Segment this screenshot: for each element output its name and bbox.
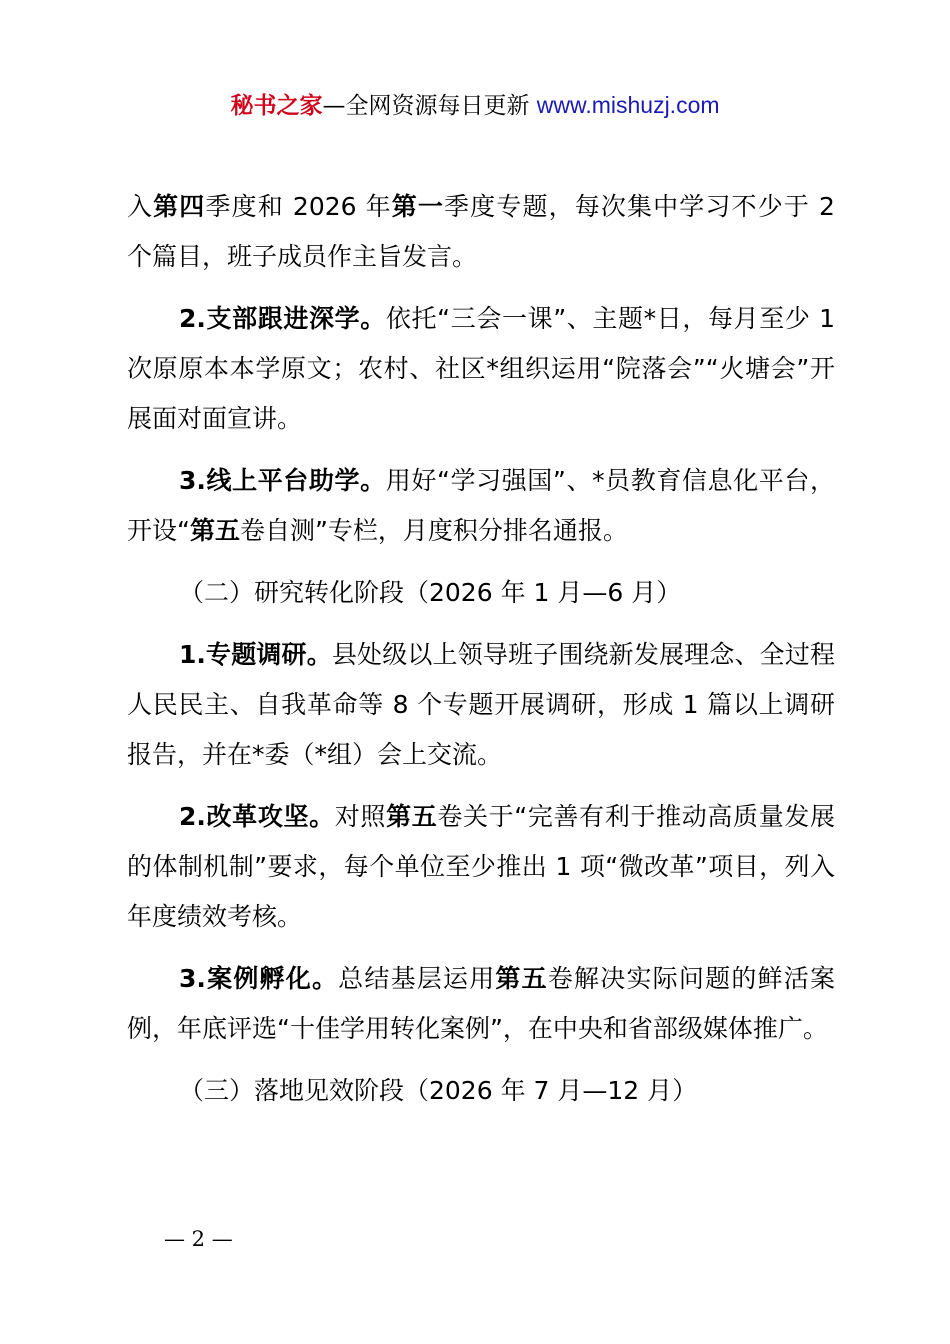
paragraph-continuation: 入第四季度和 2026 年第一季度专题，每次集中学习不少于 2 个篇目，班子成员作主旨发言。 bbox=[127, 192, 835, 271]
paragraph-reform: 2.改革攻坚。对照第五卷关于“完善有利于推动高质量发展的体制机制”要求，每个单位至少推出 1 项“微改革”项目，列入年度绩效考核。 bbox=[127, 802, 835, 931]
paragraph-branch-study: 2.支部跟进深学。依托“三会一课”、主题*日，每月至少 1 次原原本本学原文；农村、社区*组织运用“院落会”“火塘会”开展面对面宣讲。 bbox=[127, 304, 835, 433]
banner-brand: 秘书之家 bbox=[230, 93, 323, 119]
page-number: — 2 — bbox=[164, 1227, 233, 1251]
item-heading: 3.线上平台助学。 bbox=[179, 466, 386, 495]
site-banner bbox=[0, 88, 950, 123]
banner-url-link[interactable]: www.mishuzj.com bbox=[536, 92, 720, 118]
paragraph-online-platform: 3.线上平台助学。用好“学习强国”、*员教育信息化平台，开设“第五卷自测”专栏，月度积分排名通报。 bbox=[127, 466, 835, 545]
banner-slogan: —全网资源每日更新 bbox=[322, 93, 537, 119]
item-heading: 1.专题调研。 bbox=[179, 640, 332, 669]
paragraph-case-incubation: 3.案例孵化。总结基层运用第五卷解决实际问题的鲜活案例，年底评选“十佳学用转化案例”，在中央和省部级媒体推广。 bbox=[127, 964, 835, 1043]
section-heading-research: （二）研究转化阶段（2026 年 1 月—6 月） bbox=[179, 578, 682, 607]
item-heading: 2.改革攻坚。 bbox=[179, 802, 335, 831]
paragraph-special-research: 1.专题调研。县处级以上领导班子围绕新发展理念、全过程人民民主、自我革命等 8 个专题开展调研，形成 1 篇以上调研报告，并在*委（*组）会上交流。 bbox=[127, 640, 835, 769]
item-heading: 3.案例孵化。 bbox=[179, 964, 339, 993]
document-body bbox=[127, 182, 835, 1116]
item-heading: 2.支部跟进深学。 bbox=[179, 304, 386, 333]
section-heading-implementation: （三）落地见效阶段（2026 年 7 月—12 月） bbox=[179, 1076, 698, 1105]
